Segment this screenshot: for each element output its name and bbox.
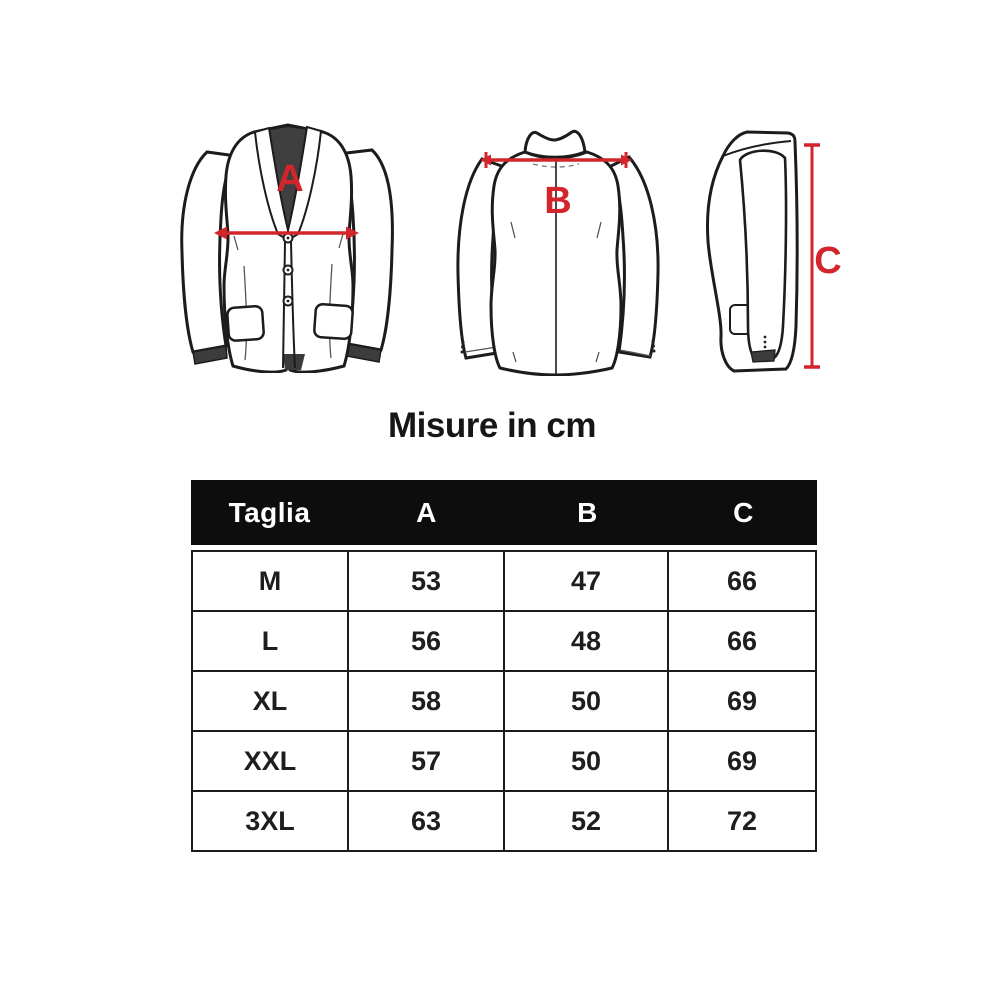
cell-a: 63	[349, 792, 505, 850]
cell-size: XXL	[193, 732, 349, 790]
size-table-header	[191, 480, 817, 545]
back-collar	[525, 131, 585, 157]
table-row-l	[193, 612, 815, 672]
jacket-back-view	[453, 126, 688, 376]
cell-b: 50	[505, 672, 669, 730]
cell-size: XL	[193, 672, 349, 730]
cell-b: 50	[505, 732, 669, 790]
cell-c: 69	[726, 685, 757, 716]
cell-c: 66	[726, 625, 757, 656]
cell-b: 47	[505, 552, 669, 610]
cell-c: 72	[726, 805, 757, 836]
size-table	[191, 480, 817, 852]
label-a: A	[276, 158, 304, 200]
front-left-pocket	[227, 306, 264, 341]
page-title: Misure in cm	[388, 406, 596, 445]
column-header-c: C	[733, 496, 754, 528]
side-sleeve	[740, 151, 786, 359]
table-row-m	[193, 552, 815, 612]
jacket-side-view	[698, 121, 856, 377]
jacket-front-view	[172, 118, 402, 373]
front-right-pocket	[314, 304, 353, 340]
table-row-3xl	[193, 792, 815, 850]
column-header-b: B	[577, 496, 598, 528]
column-header-a: A	[416, 496, 437, 528]
cell-b: 52	[505, 792, 669, 850]
cell-size: M	[193, 552, 349, 610]
size-table-body	[191, 550, 817, 852]
cell-a: 57	[349, 732, 505, 790]
side-cuff-buttons	[764, 336, 767, 349]
cell-size: L	[193, 612, 349, 670]
cell-c: 66	[726, 565, 757, 596]
cell-a: 56	[349, 612, 505, 670]
cell-a: 58	[349, 672, 505, 730]
label-c: C	[814, 240, 842, 282]
label-b: B	[544, 180, 572, 222]
cell-size: 3XL	[193, 792, 349, 850]
column-header-taglia: Taglia	[228, 496, 311, 528]
table-row-xxl	[193, 732, 815, 792]
cell-c: 69	[726, 745, 757, 776]
side-cuff	[751, 350, 775, 362]
cell-a: 53	[349, 552, 505, 610]
cell-b: 48	[505, 612, 669, 670]
table-row-xl	[193, 672, 815, 732]
